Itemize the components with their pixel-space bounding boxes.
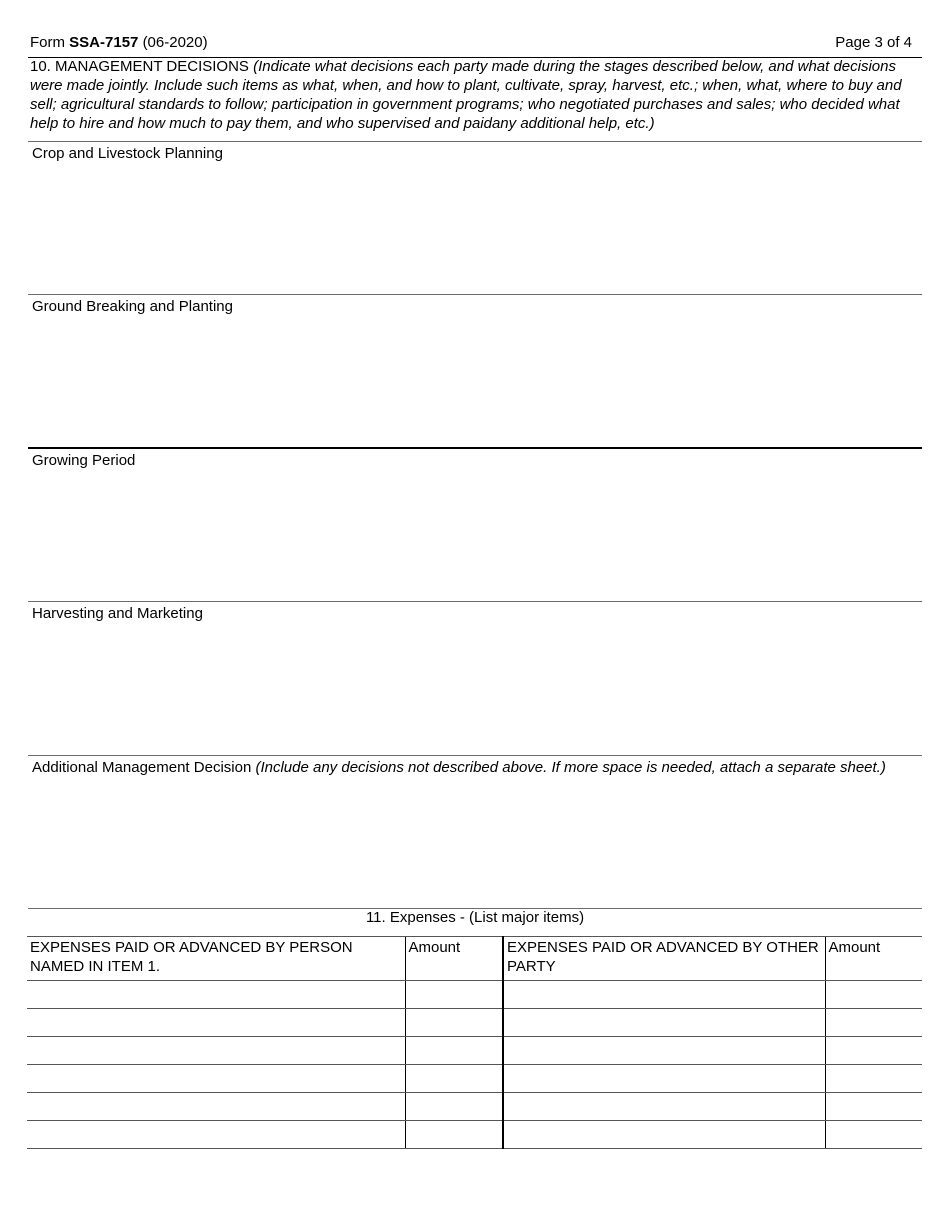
other-amount-cell[interactable]	[825, 1065, 922, 1093]
other-amount-input[interactable]	[826, 1009, 923, 1036]
other-amount-cell[interactable]	[825, 1121, 922, 1149]
stage-divider	[28, 601, 922, 602]
stage-divider	[28, 294, 922, 295]
person-expense-input[interactable]	[27, 1065, 405, 1092]
additional-label-note: (Include any decisions not described above. If more space is needed, attach a separate sheet.)	[255, 759, 886, 776]
other-expense-input[interactable]	[504, 1065, 825, 1092]
person-expense-cell[interactable]	[27, 981, 405, 1009]
table-row	[27, 1037, 922, 1065]
other-amount-cell[interactable]	[825, 1093, 922, 1121]
form-identifier	[30, 34, 208, 51]
person-expense-input[interactable]	[27, 981, 405, 1008]
growing-period-field[interactable]	[30, 473, 924, 601]
person-expense-input[interactable]	[27, 1093, 405, 1120]
other-expense-input[interactable]	[504, 1037, 825, 1064]
column-header-other-expenses: EXPENSES PAID OR ADVANCED BY OTHER PARTY	[503, 937, 825, 981]
stage-label-crop-livestock-planning: Crop and Livestock Planning	[32, 145, 223, 162]
table-row	[27, 1009, 922, 1037]
stage-divider	[28, 447, 922, 449]
other-expense-input[interactable]	[504, 1121, 825, 1148]
other-amount-cell[interactable]	[825, 981, 922, 1009]
table-row	[27, 1093, 922, 1121]
other-expense-input[interactable]	[504, 1093, 825, 1120]
person-expense-cell[interactable]	[27, 1037, 405, 1065]
harvesting-marketing-field[interactable]	[30, 626, 924, 754]
stage-label-ground-breaking-planting: Ground Breaking and Planting	[32, 298, 233, 315]
column-header-person-amount: Amount	[405, 937, 503, 981]
other-expense-input[interactable]	[504, 1009, 825, 1036]
other-amount-input[interactable]	[826, 1121, 923, 1148]
person-amount-input[interactable]	[406, 981, 503, 1008]
person-amount-input[interactable]	[406, 1093, 503, 1120]
person-expense-input[interactable]	[27, 1121, 405, 1148]
other-amount-cell[interactable]	[825, 1037, 922, 1065]
other-amount-input[interactable]	[826, 1065, 923, 1092]
person-amount-input[interactable]	[406, 1121, 503, 1148]
other-expense-input[interactable]	[504, 981, 825, 1008]
person-amount-cell[interactable]	[405, 1009, 503, 1037]
stage-label-harvesting-marketing: Harvesting and Marketing	[32, 605, 203, 622]
other-expense-cell[interactable]	[503, 1093, 825, 1121]
column-header-other-amount: Amount	[825, 937, 922, 981]
section-10-instructions: (Indicate what decisions each party made during the stages described below, and what decisions were made jointly. Include such items as what, when, and how to plant, cultivate, spray, harvest, etc.; when, what, where to buy and sell; agricultural standards to follow; participation in government programs; who negotiated purchases and sales; who decided what help to hire and how much to pay them, and who supervised and paidany additional help, etc.)	[30, 58, 902, 132]
person-expense-cell[interactable]	[27, 1093, 405, 1121]
table-row	[27, 1065, 922, 1093]
other-expense-cell[interactable]	[503, 981, 825, 1009]
other-amount-input[interactable]	[826, 1037, 923, 1064]
person-amount-input[interactable]	[406, 1009, 503, 1036]
additional-management-field[interactable]	[30, 780, 924, 908]
section-10-divider	[28, 141, 922, 142]
person-expense-input[interactable]	[27, 1009, 405, 1036]
other-expense-cell[interactable]	[503, 1009, 825, 1037]
other-expense-cell[interactable]	[503, 1065, 825, 1093]
table-row	[27, 1121, 922, 1149]
form-prefix: Form	[30, 34, 65, 51]
other-amount-cell[interactable]	[825, 1009, 922, 1037]
other-amount-input[interactable]	[826, 1093, 923, 1120]
person-expense-cell[interactable]	[27, 1065, 405, 1093]
stage-label-growing-period: Growing Period	[32, 452, 136, 469]
form-date: (06-2020)	[142, 34, 208, 51]
person-expense-input[interactable]	[27, 1037, 405, 1064]
other-expense-cell[interactable]	[503, 1121, 825, 1149]
expenses-table	[27, 936, 922, 1149]
person-amount-cell[interactable]	[405, 1093, 503, 1121]
person-expense-cell[interactable]	[27, 1009, 405, 1037]
person-amount-cell[interactable]	[405, 1121, 503, 1149]
person-amount-input[interactable]	[406, 1065, 503, 1092]
table-row	[27, 981, 922, 1009]
person-amount-input[interactable]	[406, 1037, 503, 1064]
section-10-header	[30, 57, 915, 133]
page-number: Page 3 of 4	[835, 34, 912, 51]
other-amount-input[interactable]	[826, 981, 923, 1008]
additional-management-label	[32, 759, 886, 776]
section-10-title: 10. MANAGEMENT DECISIONS	[30, 58, 249, 75]
person-amount-cell[interactable]	[405, 1065, 503, 1093]
person-expense-cell[interactable]	[27, 1121, 405, 1149]
expenses-header-row	[27, 937, 922, 981]
section-11-title: 11. Expenses - (List major items)	[365, 909, 585, 926]
form-number: SSA-7157	[69, 34, 139, 51]
other-expense-cell[interactable]	[503, 1037, 825, 1065]
column-header-person-expenses: EXPENSES PAID OR ADVANCED BY PERSON NAMED IN ITEM 1.	[27, 937, 405, 981]
stage-divider	[28, 755, 922, 756]
person-amount-cell[interactable]	[405, 1037, 503, 1065]
additional-label-text: Additional Management Decision	[32, 759, 252, 776]
ground-breaking-planting-field[interactable]	[30, 319, 924, 447]
crop-livestock-planning-field[interactable]	[30, 166, 924, 294]
person-amount-cell[interactable]	[405, 981, 503, 1009]
